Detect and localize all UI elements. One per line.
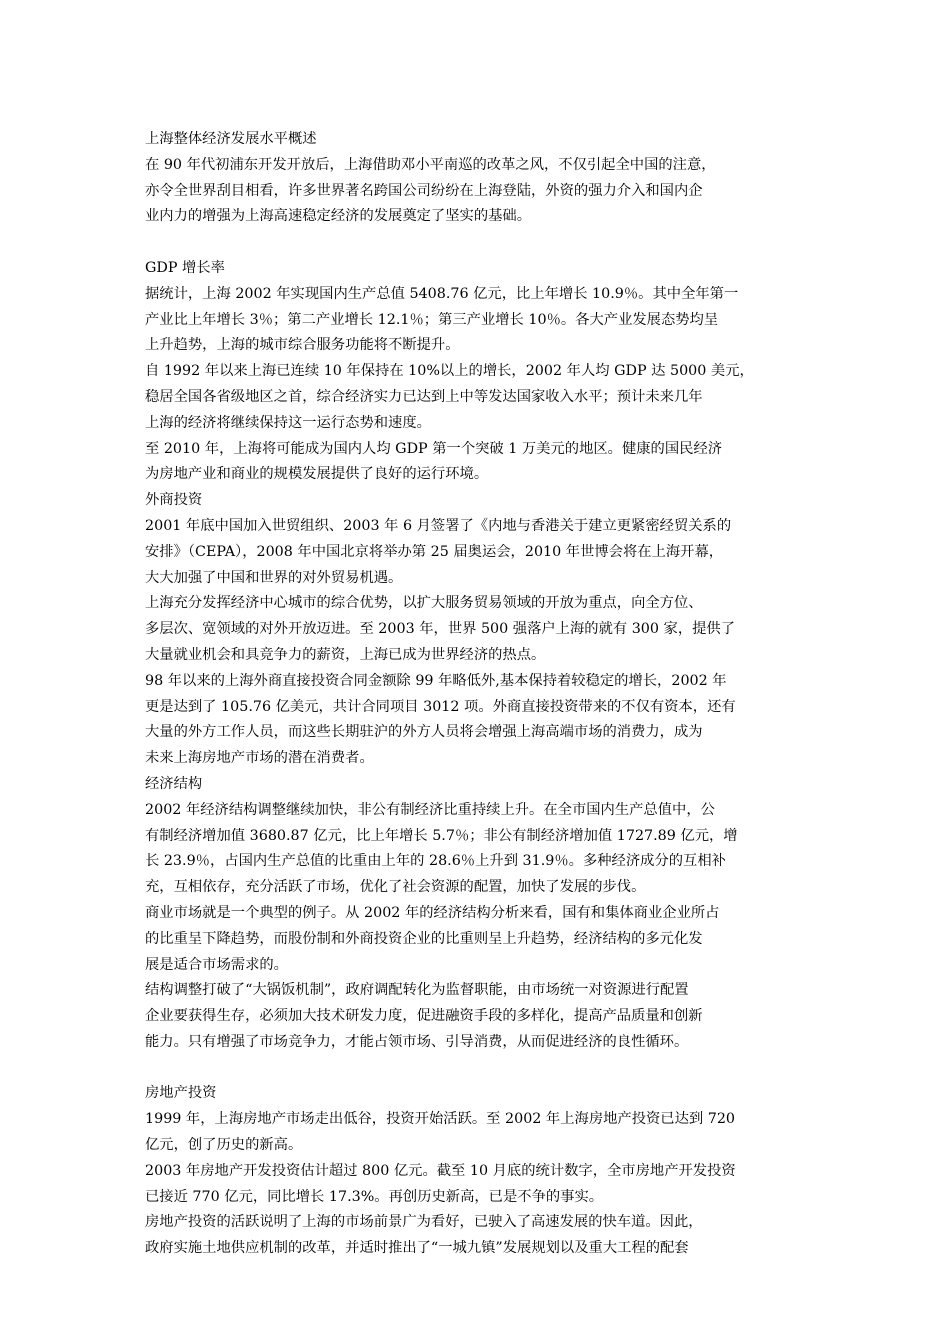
paragraph: [145, 901, 810, 978]
text-line: 有制经济增加值 3680.87 亿元，比上年增长 5.7％；非公有制经济增加值 1727.89 亿元，增: [145, 827, 738, 844]
paragraph: [145, 591, 810, 668]
paragraph: [145, 437, 810, 489]
paragraph: [145, 1159, 810, 1211]
text-line: 1999 年，上海房地产市场走出低谷，投资开始活跃。至 2002 年上海房地产投资已达到 720: [145, 1111, 736, 1128]
text-line: 上升趋势，上海的城市综合服务功能将不断提升。: [145, 337, 460, 354]
text-line: 为房地产业和商业的规模发展提供了良好的运行环境。: [145, 466, 489, 483]
document-body: [145, 127, 810, 1262]
paragraph: [145, 978, 810, 1055]
text-line: 长 23.9％，占国内生产总值的比重由上年的 28.6％上升到 31.9％。多种经济成分的互相补: [145, 853, 726, 870]
text-line: 政府实施土地供应机制的改革，并适时推出了“一城九镇”发展规划以及重大工程的配套: [145, 1240, 689, 1257]
text-line: 房地产投资的活跃说明了上海的市场前景广为看好，已驶入了高速发展的快车道。因此，: [145, 1214, 703, 1231]
text-line: 多层次、宽领域的对外开放迈进。至 2003 年，世界 500 强落户上海的就有 300 家，提供了: [145, 621, 736, 638]
text-line: 能力。只有增强了市场竞争力，才能占领市场、引导消费，从而促进经济的良性循环。: [145, 1033, 689, 1050]
text-line: 大量的外方工作人员，而这些长期驻沪的外方人员将会增强上海高端市场的消费力，成为: [145, 724, 703, 741]
text-line: 商业市场就是一个典型的例子。从 2002 年的经济结构分析来看，国有和集体商业企业所占: [145, 904, 720, 921]
paragraph: [145, 1210, 810, 1262]
paragraph: [145, 1107, 810, 1159]
text-line: 大大加强了中国和世界的对外贸易机遇。: [145, 569, 403, 586]
paragraph: [145, 669, 810, 772]
blank-line: [145, 1056, 810, 1082]
paragraph: [145, 359, 810, 436]
text-line: 大量就业机会和具竞争力的薪资，上海已成为世界经济的热点。: [145, 646, 546, 663]
text-line: 企业要获得生存，必须加大技术研发力度，促进融资手段的多样化，提高产品质量和创新: [145, 1008, 703, 1025]
text-line: 结构调整打破了“大锅饭机制”，政府调配转化为监督职能，由市场统一对资源进行配置: [145, 982, 689, 999]
text-line: 据统计，上海 2002 年实现国内生产总值 5408.76 亿元，比上年增长 10.9％。其中全年第一: [145, 285, 739, 302]
section-heading: 房地产投资: [145, 1085, 217, 1102]
text-line: 上海充分发挥经济中心城市的综合优势，以扩大服务贸易领域的开放为重点，向全方位、: [145, 595, 703, 612]
blank-line: [145, 230, 810, 256]
text-line: 自 1992 年以来上海已连续 10 年保持在 10%以上的增长，2002 年人均 GDP 达 5000 美元，: [145, 363, 754, 380]
text-line: 充，互相依存，充分活跃了市场，优化了社会资源的配置，加快了发展的步伐。: [145, 879, 646, 896]
text-line: 未来上海房地产市场的潜在消费者。: [145, 750, 374, 767]
text-line: 业内力的增强为上海高速稳定经济的发展奠定了坚实的基础。: [145, 208, 532, 225]
text-line: 至 2010 年，上海将可能成为国内人均 GDP 第一个突破 1 万美元的地区。健康的国民经济: [145, 440, 723, 457]
text-line: 98 年以来的上海外商直接投资合同金额除 99 年略低外,基本保持着较稳定的增长，2002 年: [145, 672, 727, 689]
text-line: 稳居全国各省级地区之首，综合经济实力已达到上中等发达国家收入水平；预计未来几年: [145, 388, 703, 405]
section-heading: GDP 增长率: [145, 259, 225, 276]
section-heading: 经济结构: [145, 775, 203, 792]
text-line: 已接近 770 亿元，同比增长 17.3%。再创历史新高，已是不争的事实。: [145, 1188, 604, 1205]
text-line: 在 90 年代初浦东开发开放后，上海借助邓小平南巡的改革之风，不仅引起全中国的注意，: [145, 156, 716, 173]
text-line: 亿元，创了历史的新高。: [145, 1137, 303, 1154]
paragraph: [145, 798, 810, 901]
section-heading: 外商投资: [145, 492, 203, 509]
paragraph: [145, 153, 810, 230]
text-line: 展是适合市场需求的。: [145, 956, 288, 973]
text-line: 安排》（CEPA），2008 年中国北京将举办第 25 届奥运会，2010 年世博会将在上海开幕，: [145, 543, 724, 560]
text-line: 产业比上年增长 3％；第二产业增长 12.1％；第三产业增长 10％。各大产业发展态势均呈: [145, 311, 719, 328]
text-line: 亦令全世界刮目相看，许多世界著名跨国公司纷纷在上海登陆，外资的强力介入和国内企: [145, 182, 703, 199]
text-line: 的比重呈下降趋势，而股份制和外商投资企业的比重则呈上升趋势，经济结构的多元化发: [145, 930, 703, 947]
text-line: 2001 年底中国加入世贸组织、2003 年 6 月签署了《内地与香港关于建立更紧密经贸关系的: [145, 517, 732, 534]
text-line: 2003 年房地产开发投资估计超过 800 亿元。截至 10 月底的统计数字，全市房地产开发投资: [145, 1162, 736, 1179]
text-line: 上海的经济将继续保持这一运行态势和速度。: [145, 414, 431, 431]
paragraph: [145, 514, 810, 591]
text-line: 更是达到了 105.76 亿美元，共计合同项目 3012 项。外商直接投资带来的不仅有资本，还有: [145, 698, 736, 715]
text-line: 2002 年经济结构调整继续加快，非公有制经济比重持续上升。在全市国内生产总值中，公: [145, 801, 715, 818]
paragraph: [145, 282, 810, 359]
section-heading: 上海整体经济发展水平概述: [145, 131, 317, 147]
